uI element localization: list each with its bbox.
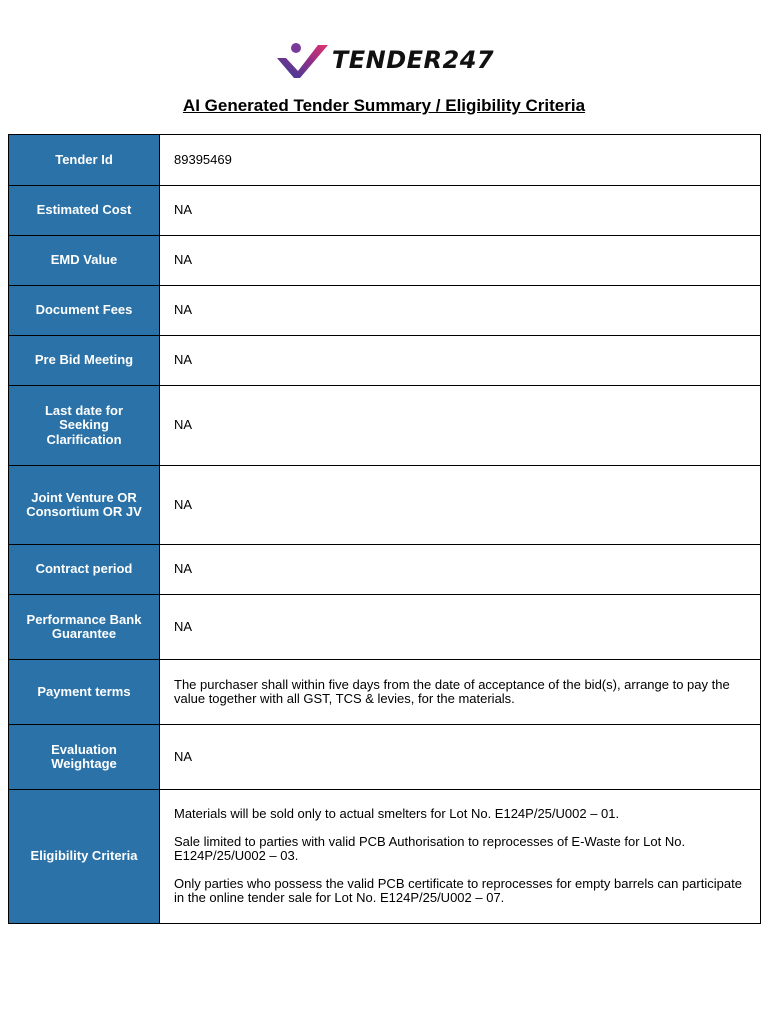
row-label: Pre Bid Meeting [9,336,160,386]
table-row [9,286,761,336]
table-row [9,236,761,286]
row-label: Document Fees [9,286,160,336]
row-value: NA [160,286,761,336]
eligibility-paragraph: Only parties who possess the valid PCB certificate to reprocesses for empty barrels can participate in the online tender sale for Lot No. E124P/25/U002 – 07. [174,875,742,906]
table-row [9,545,761,595]
row-label: EMD Value [9,236,160,286]
page-title: AI Generated Tender Summary / Eligibility Criteria [182,96,586,115]
table-row [9,660,761,725]
table-row [9,790,761,924]
table-row [9,386,761,466]
row-label: Payment terms [9,660,160,725]
row-value: NA [160,236,761,286]
table-row [9,135,761,186]
row-value: 89395469 [160,135,761,186]
row-value: The purchaser shall within five days from the date of acceptance of the bid(s), arrange to pay the value together with all GST, TCS & levies, for the materials. [160,660,761,725]
table-row [9,725,761,790]
row-label: Last date for Seeking Clarification [9,386,160,466]
tender-summary-table [8,134,761,924]
row-label: Estimated Cost [9,186,160,236]
eligibility-paragraph: Materials will be sold only to actual smelters for Lot No. E124P/25/U002 – 01. [174,806,620,822]
row-value: NA [160,386,761,466]
row-value: NA [160,595,761,660]
row-value: NA [160,466,761,545]
row-label: Performance Bank Guarantee [9,595,160,660]
table-row [9,336,761,386]
row-label: Contract period [9,545,160,595]
table-row [9,595,761,660]
brand-name: TENDER247 [331,46,495,74]
row-value: NA [160,186,761,236]
row-label: Tender Id [9,135,160,186]
row-label: Evaluation Weightage [9,725,160,790]
brand-logo [0,40,768,80]
eligibility-paragraph: Sale limited to parties with valid PCB Authorisation to reprocesses of E-Waste for Lot No. E124P/25/U002 – 03. [174,833,686,864]
row-value [160,790,761,924]
row-value: NA [160,336,761,386]
row-value: NA [160,725,761,790]
checkmark-logo-icon [274,41,330,79]
row-label: Eligibility Criteria [9,790,160,924]
row-label: Joint Venture OR Consortium OR JV [9,466,160,545]
row-value: NA [160,545,761,595]
table-row [9,466,761,545]
table-row [9,186,761,236]
